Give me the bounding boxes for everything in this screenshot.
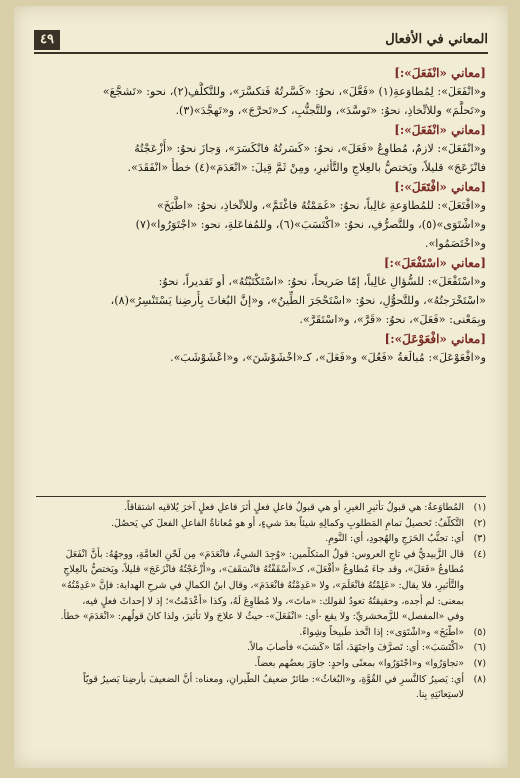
footnote-number: (٥)	[473, 626, 486, 638]
text-line: و«انْفَعَلَ»: لِمُطاوَعةِ(١) «فَعَّلَ»، نحوُ: «كَسَّرتُهُ فَتكسَّرَ»، وللتَّكلُّفِ(٢)، نحو: «تَشجَّعَ»	[102, 85, 486, 98]
text-line: و«تَحلَّمَ» وللاتِّخاذِ، نحوُ: «تَوسَّدَ»، وللتَّجنُّبِ، كـ«تَحرَّجَ»، و«تَهجَّدَ»(٣).	[175, 104, 486, 117]
text-line: و«اخْتَصَمُوا».	[424, 237, 486, 250]
main-text	[36, 64, 486, 370]
text-line: و«افْتَعَلَ»: للمُطاوَعةِ غالِباً، نحوُ: «غَمَمْتُهُ فاغْتَمَّ»، وللاتِّخاذِ، نحوُ: «اطَّبَخَ»	[156, 199, 486, 212]
footnote	[36, 609, 486, 625]
footnotes	[36, 500, 486, 703]
section-title: [معاني «انْفَعَلَ»:]	[394, 66, 486, 80]
footnote-text: والتَّأثيرِ، فلا يقال: «عَلِمْتُهُ فانْعَلَمَ»، ولا «عَدِمْتُهُ فانْعَدَمَ»، وقال ابنُ الكمالِ في شرحِ الهداية: فإنَّ «عَدِمْتُهُ»	[61, 579, 464, 591]
section-title: [معاني «انْفَعَلَ»:]	[394, 123, 486, 137]
footnote-text: وفي «المفصل» للزَّمخشريِّ: ولا يقع -أي: «انْفَعَلَ»- حيثُ لا علاجَ ولا تأثيرَ، ولذا كانَ قولُهم: «انْعَدَمَ» خطأً.	[60, 611, 464, 623]
footnote	[36, 547, 486, 563]
page-header	[34, 30, 488, 54]
section-title: [معاني «افْعَوْعَلَ»:]	[384, 332, 486, 346]
footnote	[36, 516, 486, 532]
footnote-text: مُطاوعُ «فَعَلَ»، وقد جاءَ مُطاوعُ «أَفْعَلَ»، كـ«أَسْقَفْتُهُ فانْسَقَفَ»، و«أَزْعَجْتُهُ فانْزَعَجَ» قليلاً، ويَختصُّ بالعِلاجِ	[63, 564, 464, 576]
footnote-text: «تجاوَرُوا» و«اجْتَوَرُوا» بمعنًى واحدٍ: جاوَرَ بعضُهم بعضاً.	[254, 657, 464, 669]
book-page	[14, 6, 508, 768]
footnote-text: «اطَّبَخَ» و«اشْتَوَى»: إذا اتَّخذ طَبيخاً وشِواءً.	[299, 626, 464, 638]
text-line: و«انْفَعَلَ»: لازمٌ، مُطاوِعُ «فَعَلَ»، نحوُ: «كَسَرتُهُ فانْكَسَرَ»، وَجازَ نحوُ: «أَزْعَجْتُهُ	[134, 142, 486, 155]
page-number: ٤٩	[34, 30, 60, 50]
footnote-number: (٣)	[473, 533, 486, 545]
footnote-number: (٧)	[473, 657, 486, 669]
footnote-text: «اكْتَسَبَ»: أي: تَصرَّفَ واجتَهَدَ، أمّا «كَسَبَ» فأصابَ مالاً.	[247, 642, 464, 654]
footnote	[36, 640, 486, 656]
footnote	[36, 562, 486, 578]
footnote-number: (٢)	[473, 517, 486, 529]
footnote-number: (٦)	[473, 642, 486, 654]
footnote-text: التَّكلُّفُ: تَحصيلُ تمامِ المَطلوبِ وكمالِهِ شيئاً بعدَ شيءٍ، أو هو مُعاناةُ الفاعلِ الفعلَ كي يَحصُلَ.	[110, 517, 464, 529]
text-line: و«اشْتَوَى»(٥)، وللتَّصرُّفِ، نحوُ: «اكْتَسَبَ»(٦)، وللمُفاعَلةِ، نحو: «اجْتَوَرُوا»(٧)	[135, 218, 486, 231]
footnote	[36, 656, 486, 672]
section-title: [معاني «افْتَعَلَ»:]	[394, 180, 486, 194]
text-line: و«افْعَوْعَلَ»: مُبالَغةُ «فَعُلَ» و«فَعَلَ»، كـ«اخْشَوْشَنَ»، و«اعْشَوْشَبَ».	[170, 351, 486, 364]
text-line: وبِمَعْنى: «فَعَلَ»، نحوُ: «قَرَّ»، و«اسْتَقَرَّ».	[299, 313, 486, 326]
text-line: «اسْتَخْرَجتُهُ»، وللتَّحوُّلِ، نحوُ: «اسْتَحْجَرَ الطِّينُ»، و«إنَّ البُغاثَ بِأَرضِنا يَسْتَنْسِرُ»(٨)،	[110, 294, 486, 307]
footnote	[36, 625, 486, 641]
footnote	[36, 500, 486, 516]
footnote	[36, 594, 486, 610]
footnote-text: لاستِعانَتِهِ بِنا.	[415, 689, 464, 701]
footnote-number: (١)	[473, 502, 486, 513]
text-line: فانْزَعَجَ» قليلاً، ويَختصُّ بالعِلاجِ والتَّأثيرِ، ومِنْ ثَمَّ قِيلَ: «انْعَدَمَ»(٤) خطأٌ «انْفَقَدَ».	[127, 161, 486, 174]
footnote	[36, 687, 486, 703]
footnote-number: (٨)	[473, 673, 486, 685]
footnote-text: قال الزَّبيديُّ في تاجِ العروس: قولُ المتكلِّمين: «وُجِدَ الشيءُ، فانْعَدَمَ» مِن لَحْنِ العامَّةِ، ووجهُهُ: بأنَّ انْفَعَلَ	[65, 548, 464, 560]
footnote	[36, 578, 486, 594]
footnote-text: المُطاوَعةُ: هي قبولُ تأثيرِ الغيرِ، أو هي قبولُ فاعلِ فعلٍ أثرَ فاعلِ فعلٍ آخرَ يُلاقيه اشتقاقاً.	[123, 502, 464, 513]
footnote-text: أي: تجنُّبُ الحَرَجِ والهُجودِ، أي: النَّومِ.	[325, 533, 464, 545]
running-title: المعاني في الأفعال	[385, 32, 488, 47]
footnote-divider	[36, 496, 486, 497]
section-title: [معاني «اسْتَفْعَلَ»:]	[383, 256, 486, 270]
footnote-text: بمعنى: لم أجده، وحقيقتُهُ تعودُ لقولك: «ماتَ»، ولا مُطاوِعَ لَهُ، وكذا «أَعْدَمْتُ»؛ إذ لا إحداثَ فعلٍ فيه،	[82, 595, 464, 607]
footnote	[36, 672, 486, 688]
footnote-text: أي: يَصيرُ كالنَّسرِ في القُوَّةِ، و«البُغاثُ»: طائرٌ ضعيفُ الطَّيرانِ، ومعناه: أنَّ الضعيفَ بأرضِنا يَصيرُ قويّاً	[83, 673, 464, 685]
footnote	[36, 531, 486, 547]
footnote-number: (٤)	[473, 548, 486, 560]
text-line: و«اسْتَفْعَلَ»: للسُّؤالِ غالِباً، إمّا صَريحاً، نحوُ: «اسْتَكْتَبْتُهُ»، أو تَقديراً، نحوُ:	[158, 275, 486, 288]
